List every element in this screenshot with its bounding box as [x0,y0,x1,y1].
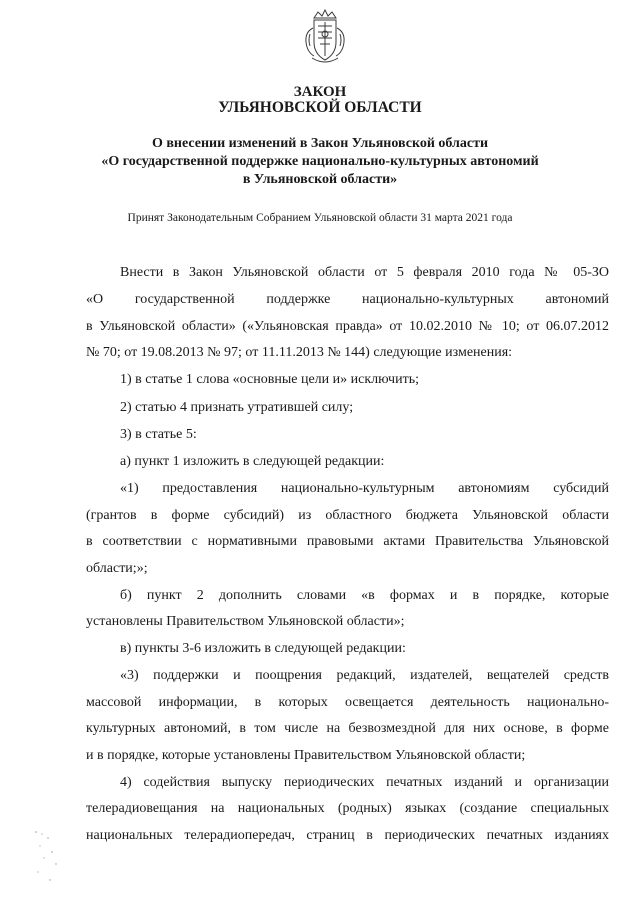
quote-line: в соответствии с нормативными правовыми актами Правительства Ульяновской [86,534,609,549]
list-item: а) пункт 1 изложить в следующей редакции: [120,454,385,469]
quote-line: «3) поддержки и поощрения редакций, издателей, вещателей средств [120,668,609,683]
intro-line: «О государственной поддержке национально-культурных автономий [86,292,609,307]
intro-line: Внести в Закон Ульяновской области от 5 февраля 2010 года № 05-ЗО [120,265,609,280]
quote-line: телерадиовещания на национальных (родных) языках (создание специальных [86,801,609,816]
quote-line: «1) предоставления национально-культурным автономиям субсидий [120,481,609,496]
list-item: в) пункты 3-6 изложить в следующей редакции: [120,641,406,656]
subtitle-line: О внесении изменений в Закон Ульяновской области [151,136,489,151]
quote-line: (грантов в форме субсидий) из областного бюджета Ульяновской области [86,508,609,523]
quote-line: культурных автономий, в том числе на безвозмездной для них основе, в форме [86,721,609,736]
quote-line: национальных телерадиопередач, страниц в периодических печатных изданиях [86,828,609,843]
quote-line: массовой информации, в которых освещается деятельность национально- [86,695,609,710]
subtitle-line: в Ульяновской области» [242,172,398,187]
scan-noise [30,828,70,888]
quote-line: области;»; [86,561,148,576]
intro-line: № 70; от 19.08.2013 № 97; от 11.11.2013 № 144) следующие изменения: [86,345,513,360]
ulyanovsk-oblast-coat-of-arms-icon [300,8,350,66]
intro-line: в Ульяновской области» («Ульяновская правда» от 10.02.2010 № 10; от 06.07.2012 [86,319,609,334]
adoption-note: Принят Законодательным Собранием Ульяновской области 31 марта 2021 года [127,212,513,224]
law-subtitle [0,135,640,189]
list-item: б) пункт 2 дополнить словами «в формах и в порядке, которые [120,588,609,603]
quote-line: и в порядке, которые установлены Правительством Ульяновской области; [86,748,526,763]
issuer-title: УЛЬЯНОВСКОЙ ОБЛАСТИ [218,99,422,116]
quote-line: 4) содействия выпуску периодических печатных изданий и организации [120,775,609,790]
list-item: 3) в статье 5: [120,427,197,442]
list-item: 1) в статье 1 слова «основные цели и» исключить; [120,372,419,387]
list-item: 2) статью 4 признать утратившей силу; [120,400,354,415]
document-type-title: ЗАКОН [293,84,347,100]
list-item: установлены Правительством Ульяновской области»; [86,614,405,629]
subtitle-line: «О государственной поддержке национально-культурных автономий [101,154,539,169]
